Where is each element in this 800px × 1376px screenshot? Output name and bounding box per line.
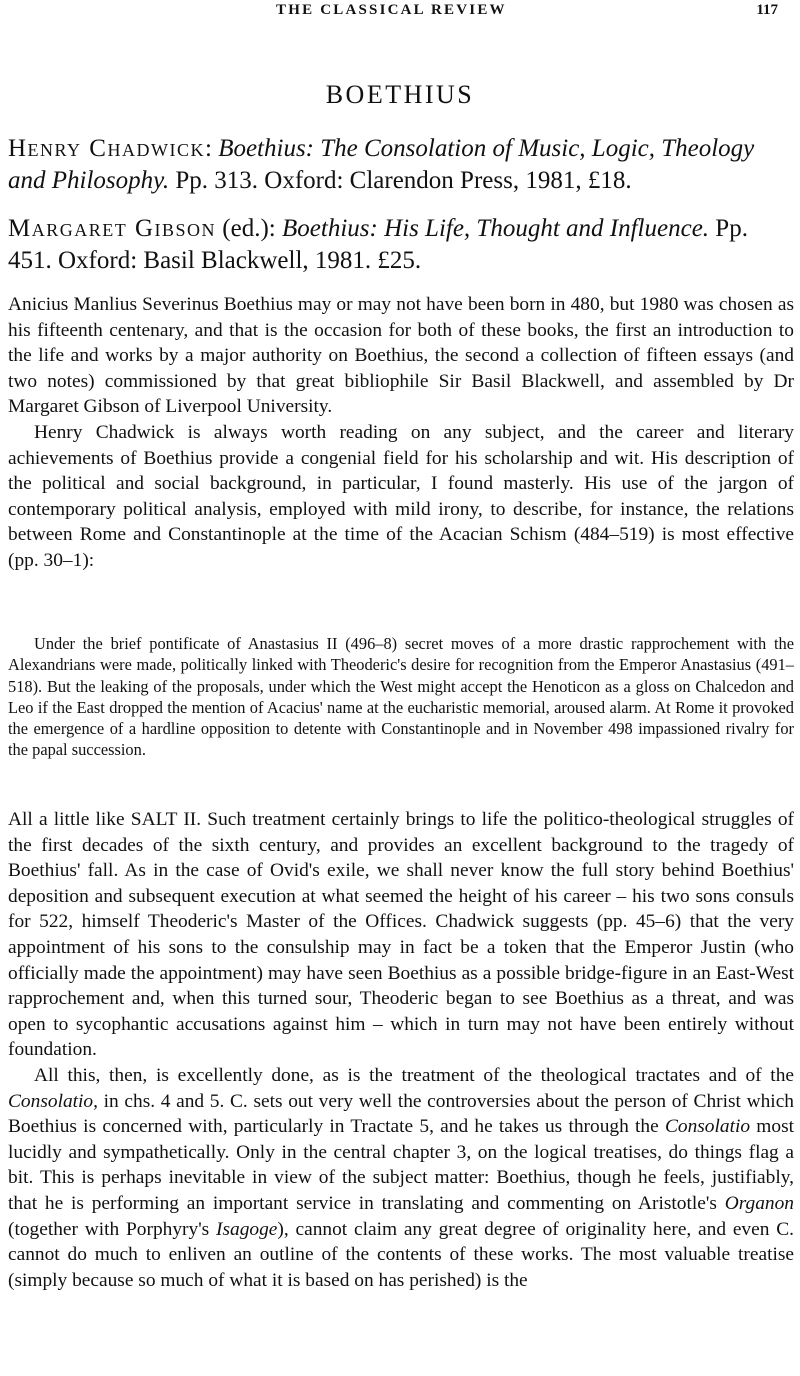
italic-title-organon: Organon xyxy=(724,1192,794,1214)
review-publication-details: Pp. 451. Oxford: Basil Blackwell, 1981. £25. xyxy=(8,215,748,274)
paragraph-1: Anicius Manlius Severinus Boethius may or may not have been born in 480, but 1980 was chosen as his fifteenth centenary, and that is the occasion for both of these books, the first an introduction to the life and works by a major authority on Boethius, the second a collection of fifteen essays (and two notes) commissioned by that great bibliophile Sir Basil Blackwell, and assembled by Dr Margaret Gibson of Liverpool University. xyxy=(8,294,794,418)
paragraph-3: All a little like SALT II. Such treatment certainly brings to life the politico-theological struggles of the first decades of the sixth century, and provides an excellent background to the tragedy of Boethius' fall. As in the case of Ovid's exile, we shall never know the full story behind Boethius' deposition and subsequent execution at what seemed the height of his career – his two sons consuls for 522, himself Theoderic's Master of the Offices. Chadwick suggests (pp. 45–6) that the very appointment of his sons to the consulship may in fact be a token that the Emperor Justin (who officially made the appointment) may have seen Boethius as a possible bridge-figure in an East-West rapprochement and, when this turned sour, Theoderic began to see Boethius as a threat, and was open to sycophantic accusations against him – which in turn may not have been entirely without foundation. xyxy=(8,809,794,1061)
review-book-title: Boethius: The Consolation of Music, Logic, Theology and Philosophy. xyxy=(8,135,755,194)
review-separator: (ed.): xyxy=(216,215,282,242)
body-text-upper xyxy=(8,292,794,574)
body-text-lower xyxy=(8,807,794,1293)
paragraph-2: Henry Chadwick is always worth reading on any subject, and the career and literary achievements of Boethius provide a congenial field for his scholarship and wit. His description of the political and social background, in particular, I found masterly. His use of the jargon of contemporary political analysis, employed with mild irony, to describe, for instance, the relations between Rome and Constantinople at the time of the Acacian Schism (484–519) is most effective (pp. 30–1): xyxy=(8,421,794,571)
review-book-title: Boethius: His Life, Thought and Influence. xyxy=(282,215,710,242)
block-quotation: Under the brief pontificate of Anastasius II (496–8) secret moves of a more drastic rapprochement with the Alexandrians were made, politically linked with Theoderic's desire for recognition from the Emperor Anastasius (491–518). But the leaking of the proposals, under which the West might accept the Henoticon as a gloss on Chalcedon and Leo if the East dropped the mention of Acacius' name at the eucharistic memorial, aroused alarm. At Rome it provoked the emergence of a hardline opposition to detente with Constantinople and in November 498 impassioned rivalry for the papal succession. xyxy=(8,634,794,760)
review-author: Henry Chadwick xyxy=(8,135,205,162)
section-title: BOETHIUS xyxy=(325,80,475,109)
review-separator: : xyxy=(204,135,219,162)
paragraph-4: All this, then, is excellently done, as is the treatment of the theological tractates and of the Consolatio, in chs. 4 and 5. C. sets out very well the controversies about the person of Christ which Boethius is concerned with, particularly in Tractate 5, and he takes us through the Consolatio most lucidly and sympathetically. Only in the central chapter 3, on the logical treatises, do things flag a bit. This is perhaps inevitable in view of the subject matter: Boethius, though he feels, justifiably, that he is performing an important service in translating and commenting on Aristotle's Organon (together with Porphyry's Isagoge), cannot claim any great degree of originality here, and even C. cannot do much to enliven an outline of the contents of these works. The most valuable treatise (simply because so much of what it is based on has perished) is the xyxy=(8,1064,795,1291)
italic-title-isagoge: Isagoge xyxy=(216,1218,278,1240)
review-publication-details: Pp. 313. Oxford: Clarendon Press, 1981, £18. xyxy=(169,167,632,194)
review-author: Margaret Gibson xyxy=(8,215,217,242)
review-heading-chadwick xyxy=(8,133,794,197)
page-number: 117 xyxy=(756,2,778,18)
italic-title-consolatio: Consolatio xyxy=(8,1090,94,1112)
review-heading-gibson xyxy=(8,213,794,277)
journal-running-head: THE CLASSICAL REVIEW xyxy=(276,2,507,18)
italic-title-consolatio: Consolatio xyxy=(664,1116,751,1138)
running-header xyxy=(0,0,800,22)
